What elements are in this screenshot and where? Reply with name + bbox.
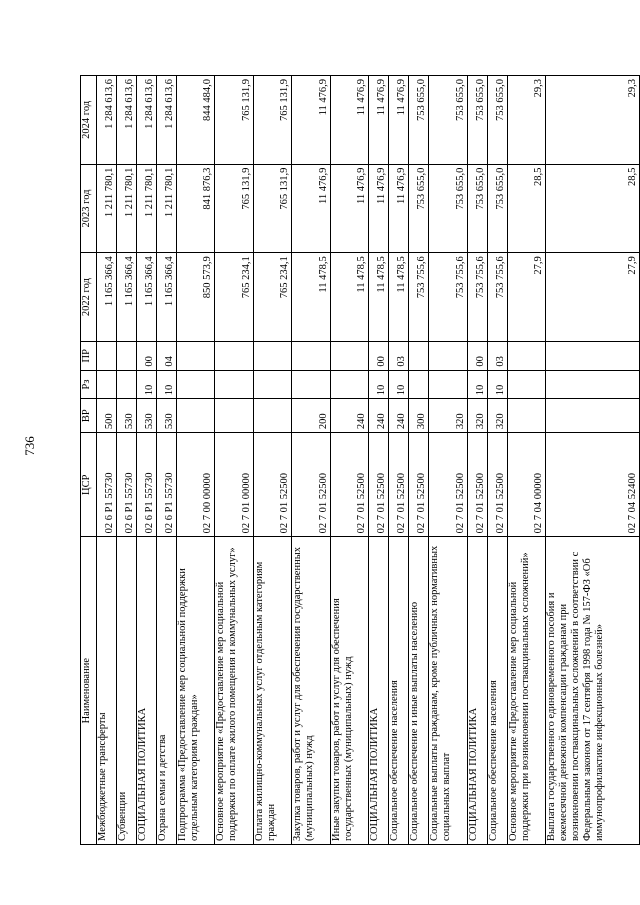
page-number: 736: [22, 436, 37, 456]
cell-rz: 10: [389, 370, 409, 399]
header-row: [81, 76, 97, 845]
cell-pr: [429, 341, 467, 370]
table-row: [330, 76, 368, 845]
cell-csr: 02 6 P1 55730: [116, 433, 136, 537]
table-row: [487, 76, 507, 845]
cell-2022: 1 165 366,4: [136, 253, 156, 342]
cell-2022: 753 755,6: [429, 253, 467, 342]
cell-pr: 00: [136, 341, 156, 370]
cell-2022: 27,9: [546, 253, 640, 342]
header-vr: ВР: [81, 399, 97, 433]
cell-2022: 27,9: [507, 253, 545, 342]
cell-2023: 1 211 780,1: [116, 164, 136, 253]
cell-2023: 11 476,9: [330, 164, 368, 253]
cell-csr: 02 7 01 52500: [467, 433, 487, 537]
table-row: [156, 76, 176, 845]
cell-rz: [116, 370, 136, 399]
table-row: [136, 76, 156, 845]
cell-name: Социальное обеспечение населения: [487, 537, 507, 845]
cell-2023: 28,5: [507, 164, 545, 253]
cell-csr: 02 7 01 52500: [369, 433, 389, 537]
cell-2023: 11 476,9: [369, 164, 389, 253]
cell-2022: 850 573,9: [176, 253, 214, 342]
cell-name: Социальное обеспечение и иные выплаты населению: [409, 537, 429, 845]
cell-vr: 240: [330, 399, 368, 433]
cell-name: Социальные выплаты гражданам, кроме публичных нормативных социальных выплат: [429, 537, 467, 845]
cell-vr: 300: [409, 399, 429, 433]
cell-pr: [215, 341, 253, 370]
cell-rz: 10: [487, 370, 507, 399]
cell-vr: [215, 399, 253, 433]
cell-2024: 11 476,9: [369, 76, 389, 165]
cell-rz: [330, 370, 368, 399]
cell-name: Социальное обеспечение населения: [389, 537, 409, 845]
cell-vr: 530: [156, 399, 176, 433]
cell-csr: 02 7 01 00000: [215, 433, 253, 537]
cell-csr: 02 7 01 52500: [429, 433, 467, 537]
cell-rz: [409, 370, 429, 399]
cell-2024: 765 131,9: [253, 76, 291, 165]
cell-pr: [507, 341, 545, 370]
cell-name: Выплата государственного единовременного пособия и ежемесячной денежной компенсации гражданам при возникновении поствакцинальных осложнений в соответствии с Федеральным законом от 17 сентября 1998 года № 157-ФЗ «Об иммунопрофилактике инфекционных болезней»: [546, 537, 640, 845]
cell-2022: 753 755,6: [487, 253, 507, 342]
cell-csr: 02 7 00 00000: [176, 433, 214, 537]
table-row: [389, 76, 409, 845]
cell-2024: 1 284 613,6: [156, 76, 176, 165]
cell-vr: 320: [429, 399, 467, 433]
cell-vr: 200: [292, 399, 330, 433]
header-pr: ПР: [81, 341, 97, 370]
cell-csr: 02 7 01 52500: [409, 433, 429, 537]
cell-2022: 765 234,1: [215, 253, 253, 342]
table-body: [97, 76, 640, 845]
table-row: [116, 76, 136, 845]
cell-name: СОЦИАЛЬНАЯ ПОЛИТИКА: [369, 537, 389, 845]
cell-2023: 753 655,0: [429, 164, 467, 253]
cell-pr: [176, 341, 214, 370]
table-row: [429, 76, 467, 845]
cell-2022: 753 755,6: [409, 253, 429, 342]
cell-2023: 28,5: [546, 164, 640, 253]
cell-vr: 240: [369, 399, 389, 433]
cell-2024: 29,3: [507, 76, 545, 165]
cell-name: Оплата жилищно-коммунальных услуг отдельным категориям граждан: [253, 537, 291, 845]
cell-vr: [253, 399, 291, 433]
header-2024: 2024 год: [81, 76, 97, 165]
cell-2023: 841 876,3: [176, 164, 214, 253]
cell-name: Подпрограмма «Предоставление мер социальной поддержки отдельным категориям граждан»: [176, 537, 214, 845]
cell-2023: 753 655,0: [467, 164, 487, 253]
cell-vr: 240: [389, 399, 409, 433]
cell-2023: 1 211 780,1: [156, 164, 176, 253]
cell-2024: 753 655,0: [487, 76, 507, 165]
cell-2022: 1 165 366,4: [156, 253, 176, 342]
table-row: [97, 76, 117, 845]
cell-2024: 11 476,9: [292, 76, 330, 165]
table-row: [215, 76, 253, 845]
cell-csr: 02 6 P1 55730: [136, 433, 156, 537]
cell-2024: 753 655,0: [409, 76, 429, 165]
cell-rz: 10: [467, 370, 487, 399]
header-csr: ЦСР: [81, 433, 97, 537]
cell-name: Межбюджетные трансферты: [97, 537, 117, 845]
cell-pr: [116, 341, 136, 370]
cell-csr: 02 7 01 52500: [253, 433, 291, 537]
cell-csr: 02 7 01 52500: [330, 433, 368, 537]
cell-pr: [253, 341, 291, 370]
cell-rz: 10: [136, 370, 156, 399]
table-row: [507, 76, 545, 845]
cell-name: СОЦИАЛЬНАЯ ПОЛИТИКА: [467, 537, 487, 845]
cell-csr: 02 6 P1 55730: [156, 433, 176, 537]
cell-rz: [507, 370, 545, 399]
cell-2024: 844 484,0: [176, 76, 214, 165]
cell-vr: 530: [136, 399, 156, 433]
cell-2023: 11 476,9: [389, 164, 409, 253]
cell-pr: 00: [369, 341, 389, 370]
cell-name: Охрана семьи и детства: [156, 537, 176, 845]
cell-pr: [330, 341, 368, 370]
header-2023: 2023 год: [81, 164, 97, 253]
cell-2022: 753 755,6: [467, 253, 487, 342]
cell-name: Закупка товаров, работ и услуг для обеспечения государственных (муниципальных) нужд: [292, 537, 330, 845]
table-row: [546, 76, 640, 845]
table-row: [253, 76, 291, 845]
table-row: [409, 76, 429, 845]
cell-csr: 02 7 01 52500: [487, 433, 507, 537]
cell-2023: 753 655,0: [487, 164, 507, 253]
cell-rz: [429, 370, 467, 399]
cell-csr: 02 7 04 52400: [546, 433, 640, 537]
rotated-table-container: [80, 75, 640, 845]
cell-2023: 1 211 780,1: [97, 164, 117, 253]
cell-rz: [97, 370, 117, 399]
cell-2022: 11 478,5: [389, 253, 409, 342]
cell-rz: [215, 370, 253, 399]
cell-vr: 320: [467, 399, 487, 433]
cell-2024: 765 131,9: [215, 76, 253, 165]
cell-vr: [546, 399, 640, 433]
table-row: [467, 76, 487, 845]
cell-rz: [292, 370, 330, 399]
cell-rz: [176, 370, 214, 399]
table-row: [176, 76, 214, 845]
table-row: [292, 76, 330, 845]
cell-rz: [253, 370, 291, 399]
cell-2023: 765 131,9: [253, 164, 291, 253]
cell-rz: 10: [156, 370, 176, 399]
cell-2024: 1 284 613,6: [97, 76, 117, 165]
cell-name: Основное мероприятие «Предоставление мер социальной поддержки по оплате жилого помещения и коммунальных услуг»: [215, 537, 253, 845]
cell-vr: [176, 399, 214, 433]
cell-2024: 753 655,0: [429, 76, 467, 165]
cell-csr: 02 7 01 52500: [292, 433, 330, 537]
cell-2024: 753 655,0: [467, 76, 487, 165]
table-row: [369, 76, 389, 845]
cell-csr: 02 7 01 52500: [389, 433, 409, 537]
cell-2024: 11 476,9: [389, 76, 409, 165]
cell-2023: 753 655,0: [409, 164, 429, 253]
cell-pr: 04: [156, 341, 176, 370]
cell-2022: 11 478,5: [330, 253, 368, 342]
cell-vr: 320: [487, 399, 507, 433]
cell-2022: 1 165 366,4: [97, 253, 117, 342]
cell-2022: 11 478,5: [292, 253, 330, 342]
cell-name: Основное мероприятие «Предоставление мер социальной поддержки при возникновении поствакцинальных осложнений»: [507, 537, 545, 845]
cell-name: СОЦИАЛЬНАЯ ПОЛИТИКА: [136, 537, 156, 845]
budget-table: [80, 75, 640, 845]
cell-2022: 1 165 366,4: [116, 253, 136, 342]
cell-2023: 765 131,9: [215, 164, 253, 253]
cell-csr: 02 6 P1 55730: [97, 433, 117, 537]
cell-vr: 530: [116, 399, 136, 433]
header-name: Наименование: [81, 537, 97, 845]
cell-2023: 11 476,9: [292, 164, 330, 253]
cell-pr: 00: [467, 341, 487, 370]
cell-vr: 500: [97, 399, 117, 433]
header-rz: Рз: [81, 370, 97, 399]
cell-pr: 03: [487, 341, 507, 370]
cell-2022: 765 234,1: [253, 253, 291, 342]
cell-2024: 29,3: [546, 76, 640, 165]
cell-pr: [409, 341, 429, 370]
cell-2023: 1 211 780,1: [136, 164, 156, 253]
cell-pr: [292, 341, 330, 370]
cell-2024: 1 284 613,6: [116, 76, 136, 165]
cell-2024: 11 476,9: [330, 76, 368, 165]
cell-rz: 10: [369, 370, 389, 399]
cell-pr: [97, 341, 117, 370]
cell-pr: 03: [389, 341, 409, 370]
cell-csr: 02 7 04 00000: [507, 433, 545, 537]
cell-2022: 11 478,5: [369, 253, 389, 342]
cell-pr: [546, 341, 640, 370]
cell-vr: [507, 399, 545, 433]
header-2022: 2022 год: [81, 253, 97, 342]
cell-2024: 1 284 613,6: [136, 76, 156, 165]
cell-name: Субвенции: [116, 537, 136, 845]
cell-rz: [546, 370, 640, 399]
cell-name: Иные закупки товаров, работ и услуг для обеспечения государственных (муниципальных) нужд: [330, 537, 368, 845]
